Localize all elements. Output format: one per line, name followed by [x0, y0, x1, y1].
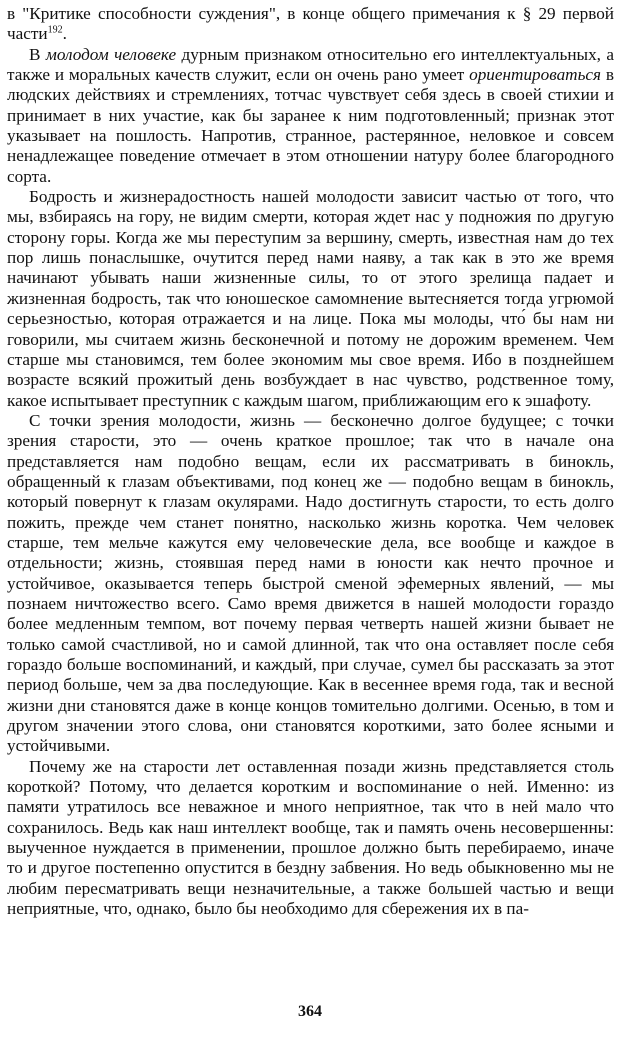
paragraph-3: [7, 187, 614, 411]
footnote-marker: 192: [47, 24, 63, 36]
paragraph-4: [7, 411, 614, 757]
text-run: Почему же на старости лет оставленная позади жизнь представляется столь короткой? Потому, что делается коротким и воспоминание о ней. Именно: из памяти утратилось все неважное и много неприятное, так что в ней мало что сохранилось. Ведь как наш интеллект вообще, так и память очень несовершенны: выученное нуждается в применении, прошлое должно быть перебираемо, иначе то и другое постепенно опустится в бездну забвения. Но ведь обыкновенно мы не любим пересматривать вещи незначительные, а также большей частью и вещи неприятные, что, однако, было бы необходимо для сбережения их в па-: [7, 756, 614, 919]
text-run: дурным признаком относительно его интеллектуальных, а также и моральных качеств служит, если он очень рано умеет: [7, 44, 614, 85]
italic-phrase: молодом человеке: [45, 44, 177, 64]
page-body: [7, 4, 614, 919]
paragraph-1: [7, 4, 614, 45]
text-run: в людских действиях и стремлениях, тотчас чувствует себя здесь в своей стихии и принимает в них участие, как бы заранее к ним подготовленный; признак этот указывает на пошлость. Напротив, странное, растерянное, неловкое и совсем ненадлежащее поведение отмечает в этом отношении натуру более благородного сорта.: [7, 65, 614, 186]
paragraph-2: [7, 45, 614, 187]
text-run: .: [62, 24, 67, 44]
italic-phrase: ориентироваться: [469, 65, 602, 85]
text-run: Бодрость и жизнерадостность нашей молодости зависит частью от того, что мы, взбираясь на гору, не видим смерти, которая ждет нас у подножия по другую сторону горы. Когда же мы переступим за вершину, смерть, известная нам до тех пор лишь понаслышке, очутится перед нами наяву, а так как в это же время начинают убывать наши жизненные силы, то от этого зрелища падает и жизненная бодрость, так что юношеское самомнение вытесняется тогда угрюмой серьезностью, которая отражается и на лице. Пока мы молоды, что́ бы нам ни говорили, мы считаем жизнь бесконечной и потому не дорожим временем. Чем старше мы становимся, тем более экономим мы свое время. Ибо в позднейшем возрасте всякий прожитый день возбуждает в нас чувство, родственное тому, какое испытывает преступник с каждым шагом, приближающим его к эшафоту.: [7, 187, 614, 410]
text-run: в "Критике способности суждения", в конце общего примечания к § 29 первой части: [7, 4, 614, 44]
text-run: В: [29, 44, 46, 64]
page-number: 364: [298, 1003, 322, 1020]
paragraph-5: [7, 757, 614, 920]
text-run: С точки зрения молодости, жизнь — бесконечно долгое будущее; с точки зрения старости, это — очень краткое прошлое; так что в начале она представляется нам подобно вещам, если их рассматривать в бинокль, обращенный к глазам объективами, под конец же — подобно вещам в бинокль, который повернут к глазам окулярами. Надо достигнуть старости, то есть долго пожить, прежде чем станет понятно, насколько жизнь коротка. Чем человек старше, тем мельче кажутся ему человеческие дела, все вообще и каждое в отдельности; жизнь, стоявшая перед нами в юности как нечто прочное и устойчивое, оказывается теперь быстрой сменой эфемерных явлений, — мы познаем ничтожество всего. Само время движется в нашей молодости гораздо более медленным темпом, вот почему первая четверть нашей жизни бывает не только самой счастливой, но и самой длинной, так что она оставляет после себя гораздо больше воспоминаний, и каждый, при случае, сумел бы рассказать за этот период больше, чем за два последующие. Как в весеннее время года, так и весной жизни дни становятся даже в конце концов томительно долгими. Осенью, в том и другом значении этого слова, они становятся короткими, зато более ясными и устойчивыми.: [7, 410, 614, 756]
